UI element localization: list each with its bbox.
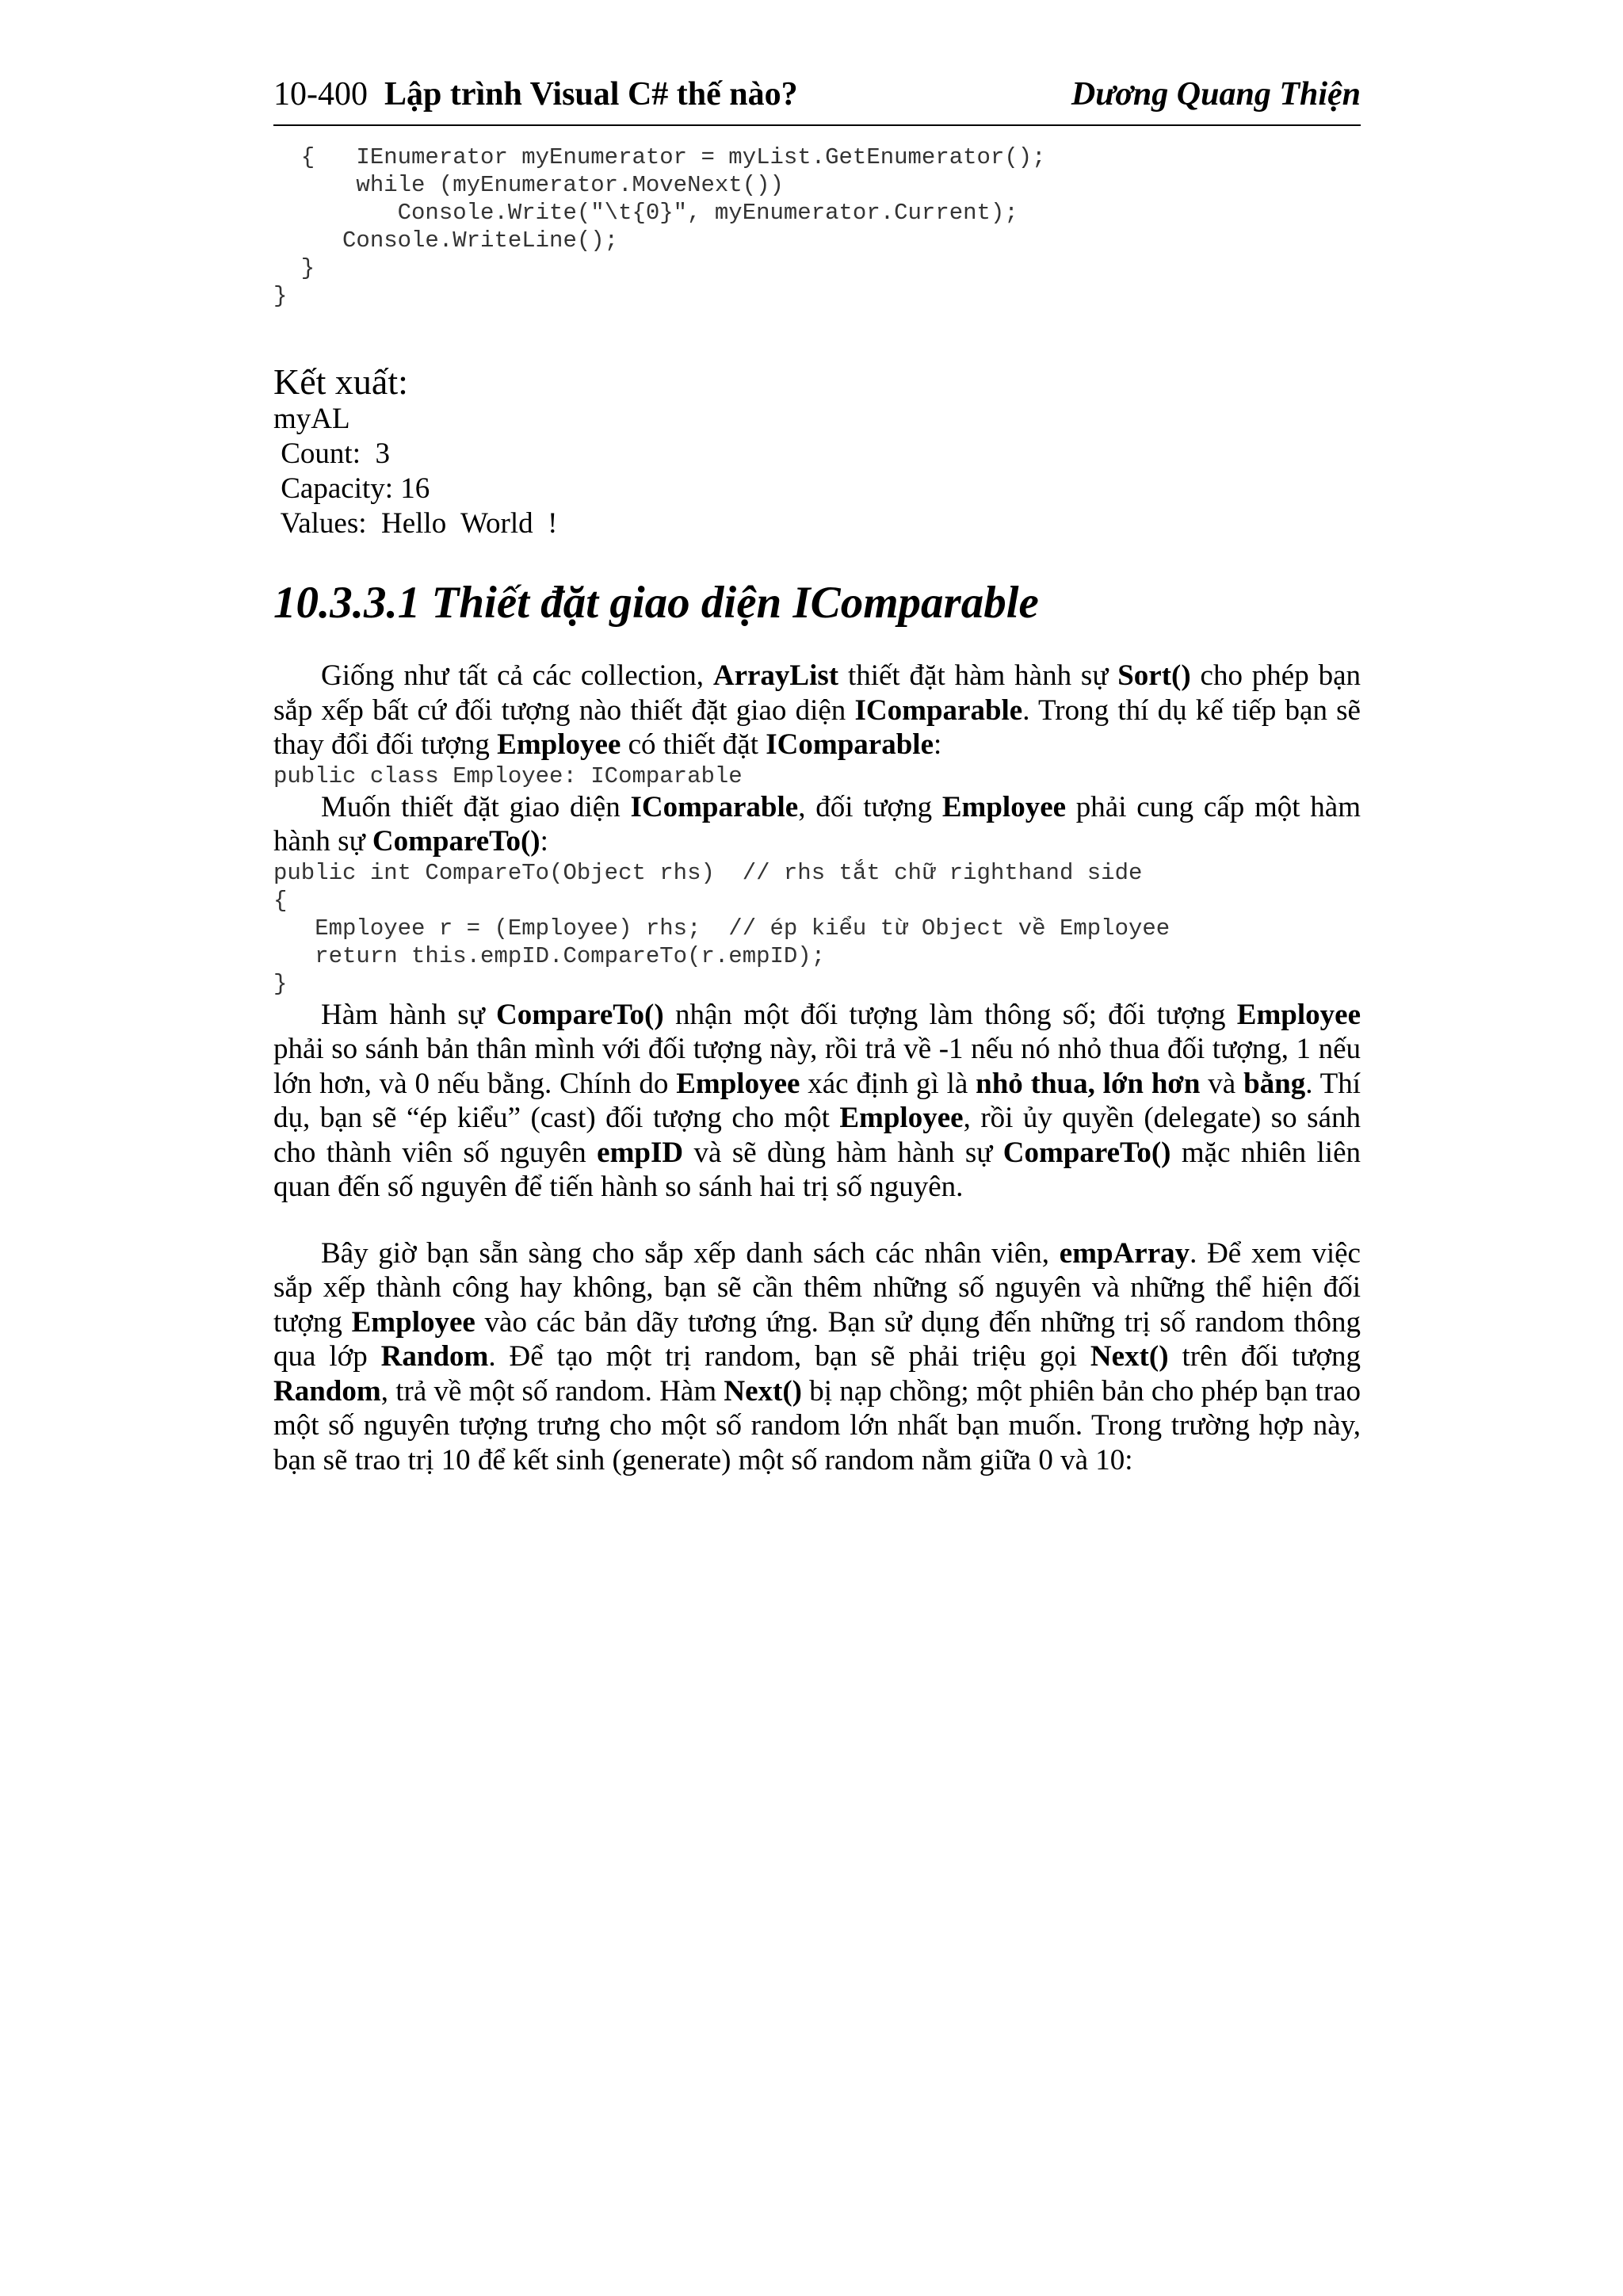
paragraph-1: Giống như tất cả các collection, ArrayList thiết đặt hàm hành sự Sort() cho phép bạn sắp xếp bất cứ đối tượng nào thiết đặt giao diện IComparable. Trong thí dụ kế tiếp bạn sẽ thay đổi đối tượng Employee có thiết đặt IComparable: (273, 659, 1361, 761)
output-line: Count: 3 (273, 437, 390, 470)
output-block (273, 402, 1361, 541)
header-left (273, 75, 798, 113)
code-snippet-top: { IEnumerator myEnumerator = myList.GetEnumerator(); while (myEnumerator.MoveNext()) Console.Write("\t{0}", myEnumerator.Current); Console.WriteLine(); } } (273, 144, 1046, 309)
output-title: Kết xuất: (273, 361, 408, 402)
book-title: Lập trình Visual C# thế nào? (384, 76, 798, 113)
output-line: Capacity: 16 (273, 472, 430, 505)
document-page (273, 75, 1361, 1477)
code-class-declaration: public class Employee: IComparable (273, 762, 743, 789)
paragraph-4: Bây giờ bạn sẵn sàng cho sắp xếp danh sách các nhân viên, empArray. Để xem việc sắp xếp thành công hay không, bạn sẽ cần thêm những số nguyên và những thể hiện đối tượng Employee vào các bản dãy tương ứng. Bạn sử dụng đến những trị số random thông qua lớp Random. Để tạo một trị random, bạn sẽ phải triệu gọi Next() trên đối tượng Random, trả về một số random. Hàm Next() bị nạp chồng; một phiên bản cho phép bạn trao một số nguyên tượng trưng cho một số random lớn nhất bạn muốn. Trong trường hợp này, bạn sẽ trao trị 10 để kết sinh (generate) một số random nằm giữa 0 và 10: (273, 1236, 1361, 1477)
code-compareto: public int CompareTo(Object rhs) // rhs tắt chữ righthand side { Employee r = (Employee) rhs; // ép kiểu từ Object về Employee return this.empID.CompareTo(r.empID); } (273, 859, 1170, 997)
page-number: 10-400 (273, 76, 368, 113)
paragraph-2: Muốn thiết đặt giao diện IComparable, đối tượng Employee phải cung cấp một hàm hành sự CompareTo(): (273, 790, 1361, 858)
section-heading: 10.3.3.1 Thiết đặt giao diện IComparable (273, 578, 1039, 628)
page-header (273, 75, 1361, 124)
author-name: Dương Quang Thiện (1071, 76, 1361, 113)
header-rule (273, 124, 1361, 126)
output-line: myAL (273, 403, 350, 435)
paragraph-3: Hàm hành sự CompareTo() nhận một đối tượng làm thông số; đối tượng Employee phải so sánh bản thân mình với đối tượng này, rồi trả về -1 nếu nó nhỏ thua đối tượng, 1 nếu lớn hơn, và 0 nếu bằng. Chính do Employee xác định gì là nhỏ thua, lớn hơn và bằng. Thí dụ, bạn sẽ “ép kiểu” (cast) đối tượng cho một Employee, rồi ủy quyền (delegate) so sánh cho thành viên số nguyên empID và sẽ dùng hàm hành sự CompareTo() mặc nhiên liên quan đến số nguyên để tiến hành so sánh hai trị số nguyên. (273, 998, 1361, 1203)
paragraph-spacer (273, 1205, 1361, 1236)
output-line: Values: Hello World ! (273, 507, 558, 540)
